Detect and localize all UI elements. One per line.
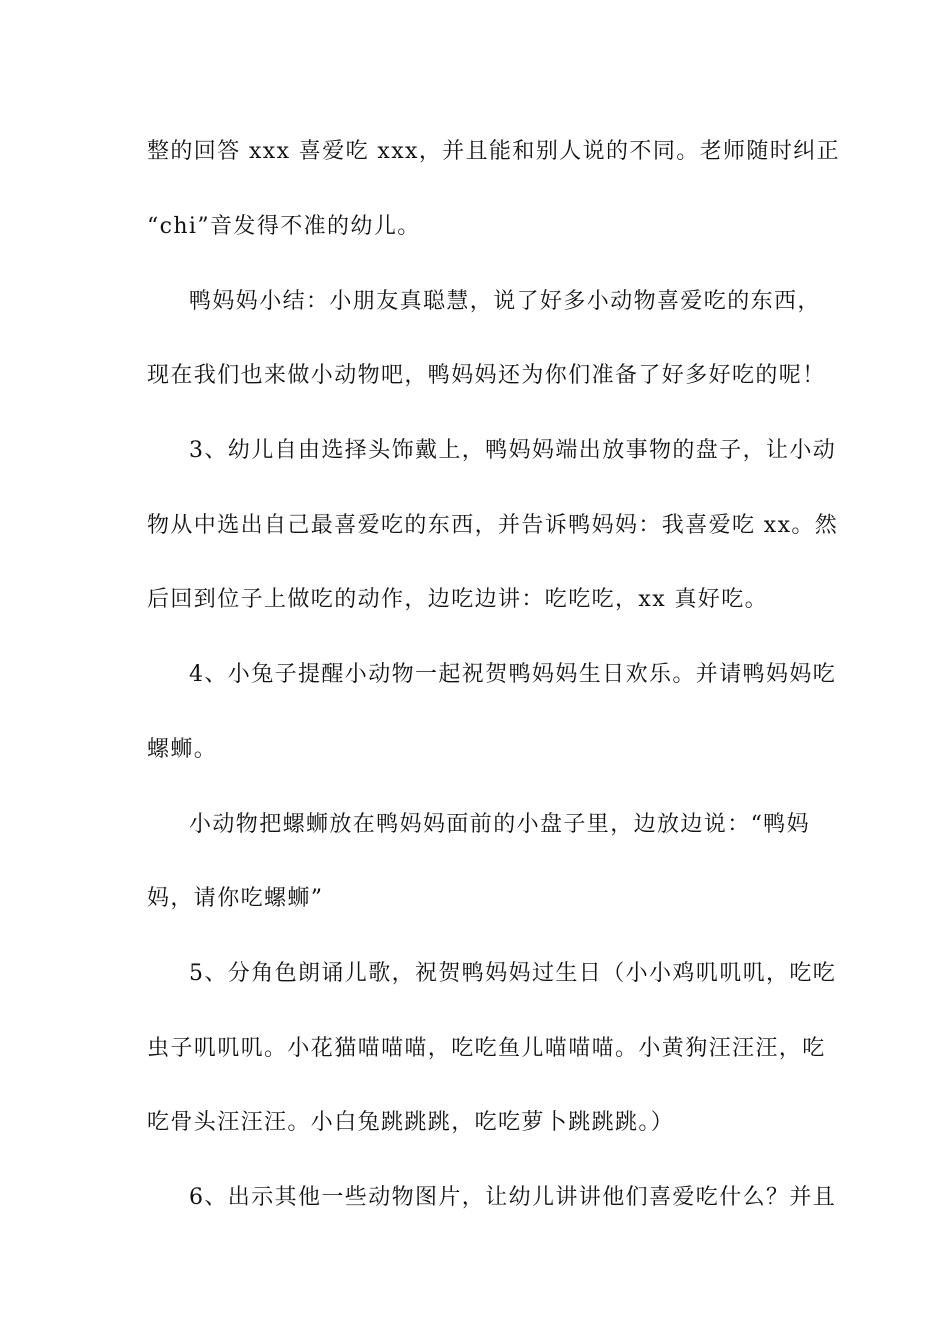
paragraph-first-line: 4、小兔子提醒小动物一起祝贺鸭妈妈生日欢乐。并请鸭妈妈吃 — [189, 662, 837, 687]
paragraph-first-line: 鸭妈妈小结：小朋友真聪慧，说了好多小动物喜爱吃的东西， — [189, 289, 821, 314]
text-line: 螺蛳。 — [147, 737, 218, 762]
text-line: 物从中选出自己最喜爱吃的东西，并告诉鸭妈妈：我喜爱吃 xx。然 — [147, 513, 839, 538]
text-line: 吃骨头汪汪汪。小白兔跳跳跳，吃吃萝卜跳跳跳。） — [147, 1110, 675, 1135]
text-line: 虫子叽叽叽。小花猫喵喵喵，吃吃鱼儿喵喵喵。小黄狗汪汪汪，吃 — [147, 1036, 826, 1061]
text-line: 后回到位子上做吃的动作，边吃边讲：吃吃吃，xx 真好吃。 — [147, 587, 769, 612]
text-line: 现在我们也来做小动物吧，鸭妈妈还为你们准备了好多好吃的呢！ — [147, 363, 826, 388]
paragraph-first-line: 5、分角色朗诵儿歌，祝贺鸭妈妈过生日（小小鸡叽叽叽，吃吃 — [189, 961, 837, 986]
paragraph-first-line: 小动物把螺蛳放在鸭妈妈面前的小盘子里，边放边说：“鸭妈 — [189, 812, 811, 837]
text-line: 妈，请你吃螺蛳” — [147, 886, 324, 911]
text-line: “chi”音发得不准的幼儿。 — [147, 214, 421, 239]
paragraph-first-line: 6、出示其他一些动物图片，让幼儿讲讲他们喜爱吃什么？并且 — [189, 1185, 837, 1210]
paragraph-first-line: 3、幼儿自由选择头饰戴上，鸭妈妈端出放事物的盘子，让小动 — [189, 438, 837, 463]
text-line: 整的回答 xxx 喜爱吃 xxx，并且能和别人说的不同。老师随时纠正 — [147, 139, 841, 164]
